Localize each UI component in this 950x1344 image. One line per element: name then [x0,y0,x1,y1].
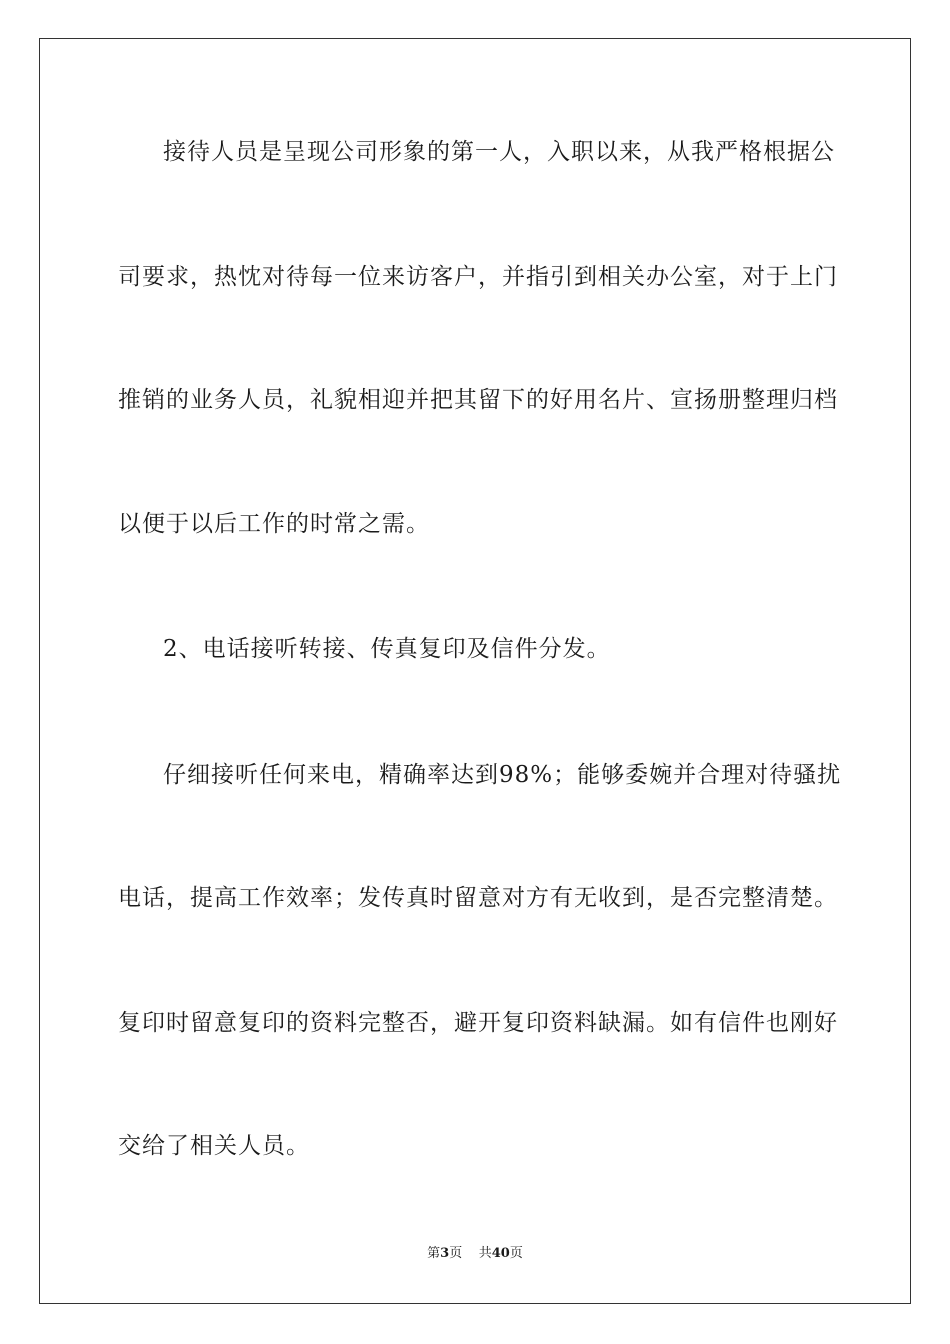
paragraph-1-line-1: 接待人员是呈现公司形象的第一人，入职以来，从我严格根据公 [163,139,835,165]
footer-page-suffix: 页 [449,1246,463,1261]
paragraph-2-heading: 2、电话接听转接、传真复印及信件分发。 [163,636,611,662]
paragraph-3-line-4: 交给了相关人员。 [118,1133,310,1159]
footer-page-number: 3 [440,1246,450,1261]
paragraph-3-line-1: 仔细接听任何来电，精确率达到98%；能够委婉并合理对待骚扰 [163,762,842,788]
paragraph-1-line-4: 以便于以后工作的时常之需。 [118,511,430,537]
paragraph-1-line-2: 司要求，热忱对待每一位来访客户，并指引到相关办公室，对于上门 [118,264,838,290]
footer-total-prefix: 共 [478,1246,492,1261]
footer-total-suffix: 页 [509,1246,523,1261]
page-footer [0,1245,950,1263]
footer-total-pages: 40 [491,1246,510,1261]
footer-page-prefix: 第 [427,1246,441,1261]
paragraph-1-line-3: 推销的业务人员，礼貌相迎并把其留下的好用名片、宣扬册整理归档 [118,387,838,413]
page-border [39,38,911,1304]
paragraph-3-line-3: 复印时留意复印的资料完整否，避开复印资料缺漏。如有信件也刚好 [118,1010,838,1036]
paragraph-3-line-2: 电话，提高工作效率；发传真时留意对方有无收到，是否完整清楚。 [118,885,838,911]
